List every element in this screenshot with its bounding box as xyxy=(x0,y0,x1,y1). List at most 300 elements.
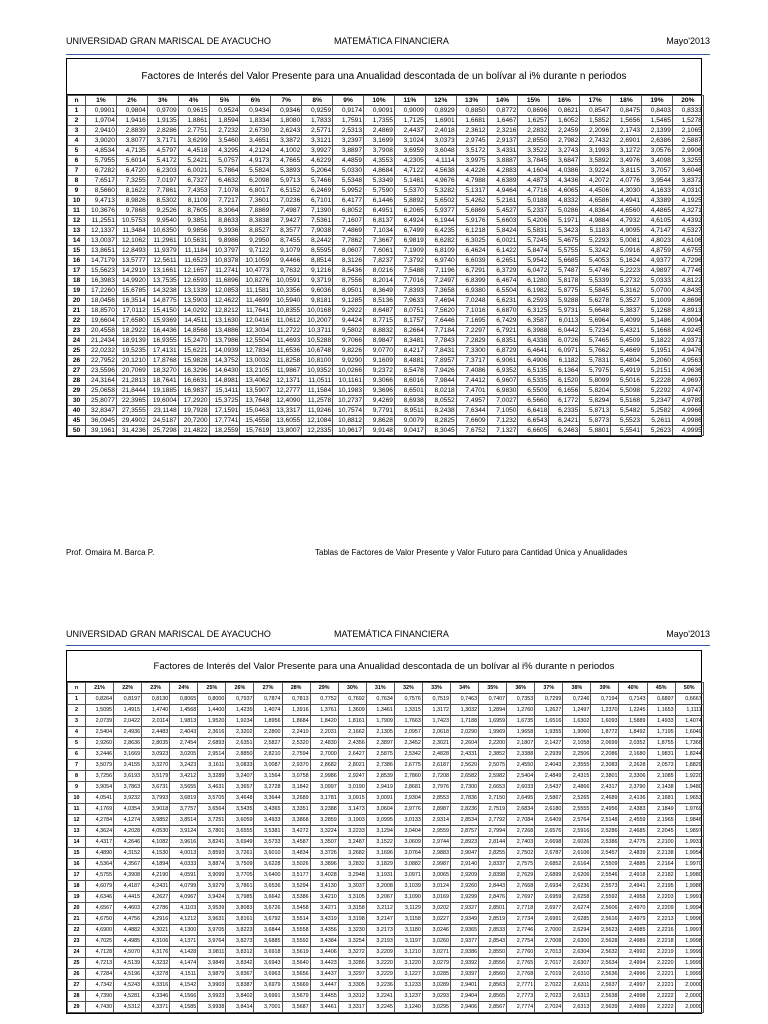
factor-cell: 2,4437 xyxy=(394,126,425,136)
factor-cell: 3,6046 xyxy=(672,166,703,176)
factor-cell: 2,7718 xyxy=(507,903,535,914)
factor-cell: 9,1609 xyxy=(364,356,395,366)
factor-cell: 2,8443 xyxy=(479,881,507,892)
factor-cell: 5,4746 xyxy=(580,266,611,276)
table-row xyxy=(68,326,704,336)
factor-cell: 9,3851 xyxy=(178,216,209,226)
factor-cell: 0,8403 xyxy=(642,106,673,116)
factor-cell: 2,6294 xyxy=(563,925,591,936)
factor-cell: 2,7232 xyxy=(209,126,240,136)
factor-cell: 3,0087 xyxy=(254,760,282,771)
factor-cell: 3,2209 xyxy=(366,947,394,958)
factor-cell: 2,6164 xyxy=(563,859,591,870)
factor-cell: 6,1982 xyxy=(518,286,549,296)
factor-cell: 4,8696 xyxy=(672,296,703,306)
factor-cell: 4,8759 xyxy=(642,246,673,256)
factor-cell: 3,0169 xyxy=(422,892,450,903)
factor-cell: 7,8431 xyxy=(425,346,456,356)
factor-cell: 4,6560 xyxy=(611,206,642,216)
factor-cell: 17,7741 xyxy=(209,416,240,426)
factor-cell: 3,8414 xyxy=(226,1002,254,1013)
factor-cell: 13,5903 xyxy=(178,296,209,306)
factor-cell: 2,9370 xyxy=(282,760,310,771)
factor-cell: 3,3312 xyxy=(338,991,366,1002)
factor-cell: 3,6228 xyxy=(254,859,282,870)
factor-cell: 2,7268 xyxy=(507,826,535,837)
factor-cell: 15,2470 xyxy=(178,336,209,346)
factor-cell: 2,7982 xyxy=(549,136,580,146)
factor-cell: 5,8099 xyxy=(580,376,611,386)
factor-cell: 2,2222 xyxy=(647,991,675,1002)
factor-cell: 4,2305 xyxy=(394,156,425,166)
factor-cell: 18,2922 xyxy=(116,326,147,336)
factor-cell: 4,6079 xyxy=(86,881,114,892)
factor-cell: 2,6427 xyxy=(338,749,366,760)
page1-col-header: 9% xyxy=(333,96,364,106)
factor-cell: 5,2611 xyxy=(642,416,673,426)
factor-cell: 4,6586 xyxy=(580,196,611,206)
factor-cell: 3,6943 xyxy=(254,958,282,969)
factor-cell: 2,6106 xyxy=(563,848,591,859)
factor-cell: 4,1274 xyxy=(114,815,142,826)
factor-cell: 2,4918 xyxy=(619,870,647,881)
factor-cell: 11,1581 xyxy=(240,286,271,296)
factor-cell: 5,9952 xyxy=(333,186,364,196)
factor-cell: 2,4989 xyxy=(619,936,647,947)
factor-cell: 3,0576 xyxy=(642,146,673,156)
table-row xyxy=(68,870,704,881)
factor-cell: 3,0404 xyxy=(394,826,422,837)
factor-cell: 3,2236 xyxy=(366,980,394,991)
factor-cell: 11,6523 xyxy=(178,256,209,266)
factor-cell: 2,9304 xyxy=(394,793,422,804)
factor-cell: 6,0442 xyxy=(549,326,580,336)
factor-cell: 4,9464 xyxy=(487,186,518,196)
factor-cell: 1,6735 xyxy=(507,716,535,727)
factor-cell: 2,7860 xyxy=(394,771,422,782)
factor-cell: 13,7986 xyxy=(209,336,240,346)
period-cell: 14 xyxy=(68,837,86,848)
period-cell: 13 xyxy=(68,226,86,236)
factor-cell: 3,1903 xyxy=(338,815,366,826)
factor-cell: 2,4869 xyxy=(364,126,395,136)
factor-cell: 13,2105 xyxy=(240,366,271,376)
factor-cell: 14,2919 xyxy=(116,266,147,276)
factor-cell: 2,4936 xyxy=(114,727,142,738)
factor-cell: 5,2064 xyxy=(302,166,333,176)
factor-cell: 2,1438 xyxy=(647,782,675,793)
table-row xyxy=(68,386,704,396)
factor-cell: 3,1090 xyxy=(394,892,422,903)
factor-cell: 2,0422 xyxy=(114,716,142,727)
factor-cell: 5,2060 xyxy=(642,356,673,366)
factor-cell: 39,1961 xyxy=(86,426,117,436)
factor-cell: 5,2151 xyxy=(642,366,673,376)
factor-cell: 3,1197 xyxy=(394,936,422,947)
factor-cell: 15,4558 xyxy=(240,416,271,426)
factor-cell: 5,1268 xyxy=(642,306,673,316)
factor-cell: 7,4701 xyxy=(456,386,487,396)
factor-cell: 3,8223 xyxy=(226,925,254,936)
factor-cell: 2,3612 xyxy=(456,126,487,136)
factor-cell: 7,5361 xyxy=(302,216,333,226)
factor-cell: 3,6536 xyxy=(254,881,282,892)
period-cell: 26 xyxy=(68,356,86,366)
page1-col-header: 19% xyxy=(642,96,673,106)
factor-cell: 6,6870 xyxy=(487,306,518,316)
period-cell: 12 xyxy=(68,216,86,226)
factor-cell: 13,5907 xyxy=(240,386,271,396)
table-row xyxy=(68,176,704,186)
period-cell: 28 xyxy=(68,376,86,386)
factor-cell: 2,6300 xyxy=(563,936,591,947)
factor-cell: 2,8850 xyxy=(226,749,254,760)
factor-cell: 0,7246 xyxy=(563,694,591,705)
table-row xyxy=(68,236,704,246)
factor-cell: 5,3893 xyxy=(271,166,302,176)
factor-cell: 2,7792 xyxy=(479,815,507,826)
factor-cell: 0,8065 xyxy=(170,694,198,705)
factor-cell: 9,7632 xyxy=(271,266,302,276)
factor-cell: 2,7594 xyxy=(282,749,310,760)
factor-cell: 9,2372 xyxy=(364,366,395,376)
factor-cell: 3,6792 xyxy=(254,914,282,925)
factor-cell: 2,6313 xyxy=(563,991,591,1002)
factor-cell: 3,0190 xyxy=(338,782,366,793)
factor-cell: 2,0618 xyxy=(422,727,450,738)
factor-cell: 0,8929 xyxy=(425,106,456,116)
factor-cell: 19,5235 xyxy=(116,346,147,356)
factor-cell: 3,1696 xyxy=(366,848,394,859)
factor-cell: 8,3838 xyxy=(240,216,271,226)
factor-cell: 13,4062 xyxy=(240,376,271,386)
factor-cell: 3,5460 xyxy=(209,136,240,146)
factor-cell: 5,7234 xyxy=(580,326,611,336)
factor-cell: 7,5488 xyxy=(394,266,425,276)
factor-cell: 17,6580 xyxy=(116,316,147,326)
factor-cell: 4,9476 xyxy=(672,346,703,356)
factor-cell: 2,1065 xyxy=(672,126,703,136)
factor-cell: 1,6959 xyxy=(479,716,507,727)
factor-cell: 9,3696 xyxy=(364,386,395,396)
factor-cell: 6,1218 xyxy=(456,226,487,236)
factor-cell: 6,8137 xyxy=(364,216,395,226)
factor-cell: 1,5852 xyxy=(580,116,611,126)
factor-cell: 4,4865 xyxy=(642,206,673,216)
factor-cell: 2,9260 xyxy=(451,881,479,892)
factor-cell: 2,9986 xyxy=(310,771,338,782)
factor-cell: 2,6285 xyxy=(563,914,591,925)
factor-cell: 2,6775 xyxy=(394,760,422,771)
factor-cell: 6,2098 xyxy=(240,176,271,186)
factor-cell: 3,4834 xyxy=(282,848,310,859)
factor-cell: 29,4902 xyxy=(116,416,147,426)
factor-cell: 3,1294 xyxy=(366,826,394,837)
factor-cell: 2,5887 xyxy=(672,136,703,146)
page1-col-header: 13% xyxy=(456,96,487,106)
factor-cell: 2,5509 xyxy=(591,859,619,870)
factor-cell: 7,1909 xyxy=(394,246,425,256)
factor-cell: 1,6302 xyxy=(563,716,591,727)
factor-cell: 3,5172 xyxy=(456,146,487,156)
factor-cell: 7,9427 xyxy=(271,216,302,226)
factor-cell: 4,9697 xyxy=(672,376,703,386)
factor-cell: 3,4271 xyxy=(310,903,338,914)
factor-cell: 4,3567 xyxy=(114,859,142,870)
factor-cell: 2,3801 xyxy=(591,771,619,782)
factor-cell: 5,6502 xyxy=(425,196,456,206)
page2-col-header: 30% xyxy=(338,683,366,694)
factor-cell: 1,9234 xyxy=(226,716,254,727)
factor-cell: 4,6900 xyxy=(86,925,114,936)
factor-cell: 3,1129 xyxy=(394,903,422,914)
factor-cell: 3,6555 xyxy=(226,826,254,837)
factor-cell: 16,3514 xyxy=(116,296,147,306)
factor-cell: 5,6014 xyxy=(116,156,147,166)
period-cell: 3 xyxy=(68,126,86,136)
factor-cell: 11,6536 xyxy=(271,346,302,356)
factor-cell: 12,2777 xyxy=(271,386,302,396)
factor-cell: 2,7629 xyxy=(507,870,535,881)
factor-cell: 4,7025 xyxy=(86,936,114,947)
factor-cell: 3,4976 xyxy=(611,156,642,166)
factor-cell: 3,3158 xyxy=(338,903,366,914)
factor-cell: 10,9352 xyxy=(302,366,333,376)
table-row xyxy=(68,925,704,936)
factor-cell: 3,9124 xyxy=(170,826,198,837)
factor-cell: 4,9636 xyxy=(672,366,703,376)
factor-cell: 9,6036 xyxy=(302,286,333,296)
factor-cell: 4,3371 xyxy=(142,1002,170,1013)
period-cell: 17 xyxy=(68,870,86,881)
factor-cell: 20,1210 xyxy=(116,356,147,366)
factor-cell: 3,4631 xyxy=(198,782,226,793)
factor-cell: 10,0266 xyxy=(333,366,364,376)
factor-cell: 6,1182 xyxy=(549,356,580,366)
table-row xyxy=(68,815,704,826)
factor-cell: 10,8276 xyxy=(240,276,271,286)
factor-cell: 2,7208 xyxy=(422,771,450,782)
factor-cell: 9,0079 xyxy=(394,416,425,426)
factor-cell: 3,5435 xyxy=(226,804,254,815)
factor-cell: 24,5187 xyxy=(147,416,178,426)
factor-cell: 2,8560 xyxy=(479,969,507,980)
factor-cell: 7,3792 xyxy=(394,256,425,266)
factor-cell: 2,5404 xyxy=(507,771,535,782)
factor-cell: 11,8258 xyxy=(271,356,302,366)
factor-cell: 14,8775 xyxy=(147,296,178,306)
factor-cell: 7,7862 xyxy=(333,236,364,246)
factor-cell: 6,1772 xyxy=(549,396,580,406)
factor-cell: 6,3125 xyxy=(518,306,549,316)
factor-cell: 2,6206 xyxy=(563,870,591,881)
factor-cell: 2,9392 xyxy=(451,958,479,969)
factor-cell: 2,4559 xyxy=(619,815,647,826)
factor-cell: 3,1233 xyxy=(394,980,422,991)
page2-col-header: 45% xyxy=(647,683,675,694)
factor-cell: 2,0957 xyxy=(394,727,422,738)
factor-cell: 12,5611 xyxy=(147,256,178,266)
factor-cell: 3,2388 xyxy=(310,804,338,815)
factor-cell: 2,4999 xyxy=(619,1002,647,1013)
factor-cell: 6,7499 xyxy=(394,226,425,236)
factor-cell: 3,3105 xyxy=(338,892,366,903)
factor-cell: 3,9879 xyxy=(198,969,226,980)
factor-cell: 1,3032 xyxy=(451,705,479,716)
factor-cell: 4,3106 xyxy=(142,936,170,947)
factor-cell: 0,9346 xyxy=(271,106,302,116)
factor-cell: 8,9501 xyxy=(333,286,364,296)
page1-col-header: n xyxy=(68,96,86,106)
factor-cell: 8,8527 xyxy=(240,226,271,236)
factor-cell: 5,2347 xyxy=(642,396,673,406)
table-row xyxy=(68,196,704,206)
period-cell: 5 xyxy=(68,146,86,156)
factor-cell: 10,2737 xyxy=(333,396,364,406)
factor-cell: 25,0658 xyxy=(86,386,117,396)
factor-cell: 3,7705 xyxy=(226,870,254,881)
factor-cell: 0,7752 xyxy=(310,694,338,705)
factor-cell: 3,5640 xyxy=(282,958,310,969)
factor-cell: 14,3238 xyxy=(147,286,178,296)
factor-cell: 4,4415 xyxy=(114,892,142,903)
factor-cell: 0,9434 xyxy=(240,106,271,116)
factor-cell: 3,5558 xyxy=(282,925,310,936)
factor-cell: 4,2627 xyxy=(142,892,170,903)
factor-cell: 32,8347 xyxy=(86,406,117,416)
factor-cell: 2,8923 xyxy=(451,837,479,848)
factor-cell: 3,0293 xyxy=(422,991,450,1002)
factor-cell: 3,9923 xyxy=(198,991,226,1002)
factor-cell: 5,4669 xyxy=(611,346,642,356)
factor-cell: 5,8713 xyxy=(580,406,611,416)
factor-cell: 3,3272 xyxy=(338,947,366,958)
factor-cell: 4,7342 xyxy=(86,980,114,991)
factor-cell: 4,2786 xyxy=(142,903,170,914)
table-row xyxy=(68,991,704,1002)
factor-cell: 9,3719 xyxy=(302,276,333,286)
factor-cell: 7,6752 xyxy=(456,426,487,436)
factor-cell: 2,5916 xyxy=(563,826,591,837)
table-row xyxy=(68,136,704,146)
factor-cell: 5,5168 xyxy=(611,396,642,406)
factor-cell: 4,7128 xyxy=(86,947,114,958)
factor-cell: 1,6467 xyxy=(487,116,518,126)
factor-cell: 3,1522 xyxy=(366,837,394,848)
factor-cell: 2,8543 xyxy=(479,936,507,947)
factor-cell: 4,7665 xyxy=(271,156,302,166)
factor-cell: 3,0373 xyxy=(425,136,456,146)
page1-col-header: 14% xyxy=(487,96,518,106)
factor-cell: 13,3317 xyxy=(271,406,302,416)
factor-cell: 2,2138 xyxy=(647,848,675,859)
factor-cell: 1,9999 xyxy=(675,969,703,980)
factor-cell: 3,0764 xyxy=(394,848,422,859)
factor-cell: 2,7771 xyxy=(507,980,535,991)
factor-cell: 2,9776 xyxy=(394,804,422,815)
factor-cell: 8,0216 xyxy=(364,266,395,276)
factor-cell: 5,8294 xyxy=(580,396,611,406)
factor-cell: 4,1566 xyxy=(170,991,198,1002)
factor-cell: 2,8681 xyxy=(394,782,422,793)
factor-cell: 3,1039 xyxy=(394,881,422,892)
factor-cell: 5,1317 xyxy=(456,186,487,196)
factor-cell: 2,4830 xyxy=(310,738,338,749)
factor-cell: 1,3609 xyxy=(338,705,366,716)
factor-cell: 3,5669 xyxy=(282,980,310,991)
factor-cell: 4,5312 xyxy=(114,1002,142,1013)
factor-cell: 3,2407 xyxy=(226,771,254,782)
factor-cell: 5,2623 xyxy=(642,426,673,436)
factor-cell: 21,2813 xyxy=(116,376,147,386)
factor-cell: 7,6609 xyxy=(456,416,487,426)
factor-cell: 2,5437 xyxy=(535,782,563,793)
factor-cell: 3,9424 xyxy=(198,892,226,903)
factor-cell: 16,9355 xyxy=(147,336,178,346)
factor-cell: 1,4568 xyxy=(170,705,198,716)
period-cell: 40 xyxy=(68,406,86,416)
factor-cell: 1,9999 xyxy=(675,947,703,958)
factor-cell: 5,5523 xyxy=(611,416,642,426)
factor-cell: 7,9633 xyxy=(394,296,425,306)
page1-subject: MATEMÁTICA FINANCIERA xyxy=(334,36,449,46)
factor-cell: 3,6979 xyxy=(254,980,282,991)
factor-cell: 2,9559 xyxy=(422,826,450,837)
factor-cell: 3,1931 xyxy=(366,870,394,881)
factor-cell: 2,5555 xyxy=(563,804,591,815)
factor-cell: 6,8017 xyxy=(240,186,271,196)
factor-cell: 23,5596 xyxy=(86,366,117,376)
factor-cell: 36,0945 xyxy=(86,416,117,426)
factor-cell: 2,4315 xyxy=(563,771,591,782)
factor-cell: 0,8696 xyxy=(518,106,549,116)
factor-cell: 1,7125 xyxy=(394,116,425,126)
period-cell: 10 xyxy=(68,793,86,804)
page1-table-title: Factores de Interés del Valor Presente para una Anualidad descontada de un bolívar al i% durante n periodos xyxy=(67,59,701,95)
factor-cell: 3,6885 xyxy=(254,936,282,947)
factor-cell: 3,2948 xyxy=(338,870,366,881)
factor-cell: 3,8083 xyxy=(226,903,254,914)
factor-cell: 2,7084 xyxy=(507,815,535,826)
page2-header-row xyxy=(68,683,704,694)
table-row xyxy=(68,738,704,749)
factor-cell: 2,8550 xyxy=(518,136,549,146)
factor-cell: 5,8178 xyxy=(549,276,580,286)
factor-cell: 2,1085 xyxy=(647,771,675,782)
factor-cell: 3,5655 xyxy=(170,782,198,793)
factor-cell: 2,8337 xyxy=(479,859,507,870)
factor-cell: 4,0799 xyxy=(170,881,198,892)
factor-cell: 7,2829 xyxy=(456,336,487,346)
factor-cell: 11,3484 xyxy=(116,226,147,236)
factor-cell: 6,6231 xyxy=(487,296,518,306)
factor-cell: 1,4074 xyxy=(254,705,282,716)
factor-cell: 1,5656 xyxy=(611,116,642,126)
factor-cell: 5,3162 xyxy=(611,286,642,296)
factor-cell: 8,3649 xyxy=(364,286,395,296)
table-row xyxy=(68,980,704,991)
factor-cell: 1,6901 xyxy=(425,116,456,126)
factor-cell: 5,8892 xyxy=(394,196,425,206)
table-row xyxy=(68,969,704,980)
factor-cell: 2,5771 xyxy=(302,126,333,136)
factor-cell: 0,6897 xyxy=(647,694,675,705)
factor-cell: 4,7390 xyxy=(86,991,114,1002)
factor-cell: 2,1965 xyxy=(647,815,675,826)
period-cell: 15 xyxy=(68,848,86,859)
table-row xyxy=(68,156,704,166)
factor-cell: 7,2297 xyxy=(456,326,487,336)
